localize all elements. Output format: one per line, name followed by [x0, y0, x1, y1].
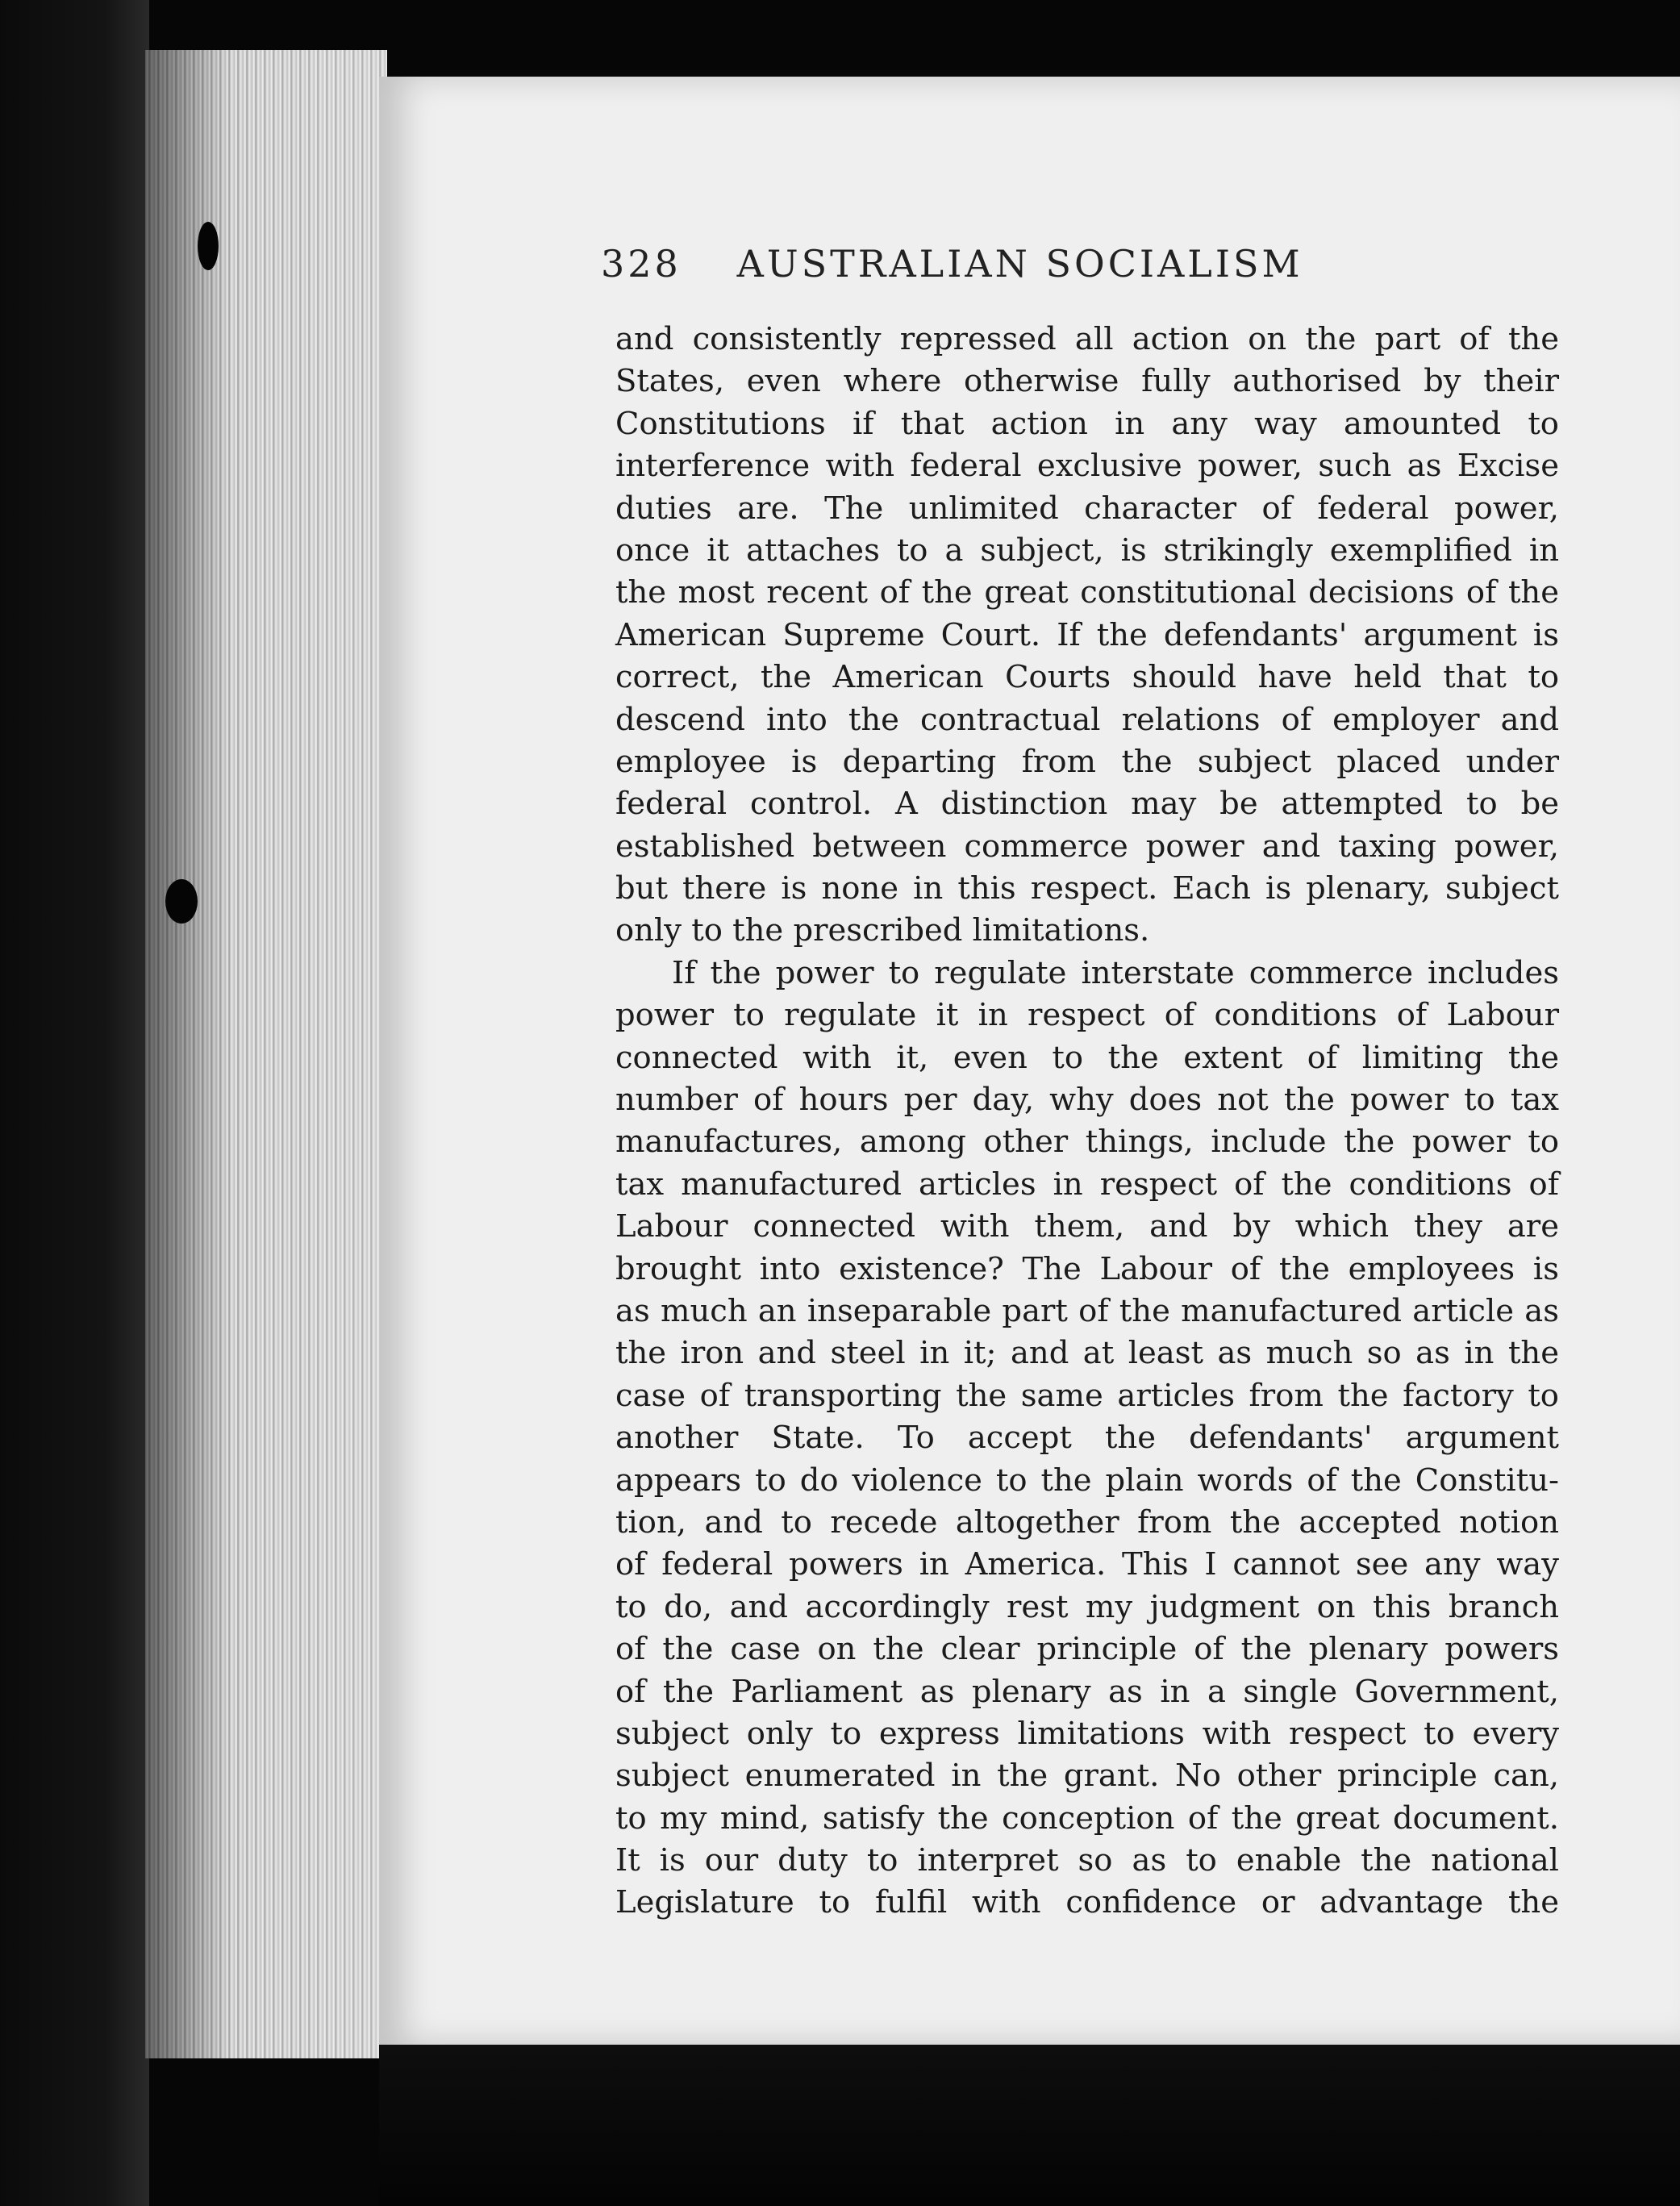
page-number: 328: [601, 242, 682, 286]
text-line: descend into the contractual relations of employer and: [615, 701, 1559, 738]
running-header: [601, 242, 1569, 286]
text-line: connected with it, even to the extent of limiting the: [615, 1039, 1559, 1076]
text-line: subject only to express limitations with respect to every: [615, 1715, 1559, 1752]
text-line: It is our duty to interpret so as to enable the national: [615, 1842, 1559, 1879]
ink-blot: [165, 879, 198, 924]
text-line: another State. To accept the defendants' argument: [615, 1420, 1559, 1457]
text-line: once it attaches to a subject, is strikingly exemplified in: [615, 532, 1559, 569]
text-line: of federal powers in America. This I cannot see any way: [615, 1546, 1559, 1583]
text-line: interference with federal exclusive power, such as Excise: [615, 448, 1559, 485]
body-text: [615, 319, 1559, 1925]
text-line: federal control. A distinction may be attempted to be: [615, 786, 1559, 823]
text-line: and consistently repressed all action on the part of the: [615, 321, 1559, 357]
text-line: to do, and accordingly rest my judgment on this branch: [615, 1588, 1559, 1625]
text-line: Labour connected with them, and by which they are: [615, 1208, 1559, 1245]
text-line: States, even where otherwise fully authorised by their: [615, 363, 1559, 400]
text-line: appears to do violence to the plain words of the Constitu-: [615, 1462, 1559, 1499]
text-line: as much an inseparable part of the manufactured article as: [615, 1292, 1559, 1329]
text-line: manufactures, among other things, include the power to: [615, 1124, 1559, 1161]
running-head-title: AUSTRALIAN SOCIALISM: [736, 242, 1303, 286]
text-line: subject enumerated in the grant. No other principle can,: [615, 1758, 1559, 1795]
text-line: duties are. The unlimited character of federal power,: [615, 490, 1559, 527]
text-line: power to regulate it in respect of conditions of Labour: [615, 997, 1559, 1034]
text-line: tion, and to recede altogether from the accepted notion: [615, 1503, 1559, 1541]
text-line: the iron and steel in it; and at least as much so as in the: [615, 1335, 1559, 1372]
text-line: American Supreme Court. If the defendants' argument is: [615, 616, 1559, 653]
bottom-shadow: [379, 2045, 1680, 2206]
text-line: established between commerce power and taxing power,: [615, 828, 1559, 865]
text-line: employee is departing from the subject placed under: [615, 743, 1559, 780]
text-line: Legislature to fulfil with confidence or advantage the: [615, 1884, 1559, 1921]
text-line: to my mind, satisfy the conception of the great document.: [615, 1799, 1559, 1837]
text-line: of the case on the clear principle of the plenary powers: [615, 1631, 1559, 1668]
page-edges: [145, 50, 387, 2058]
text-line: number of hours per day, why does not the power to tax: [615, 1082, 1559, 1119]
text-line: only to the prescribed limitations.: [615, 912, 1150, 949]
text-line: of the Parliament as plenary as in a single Government,: [615, 1673, 1559, 1710]
ink-blot: [198, 222, 219, 270]
text-line: correct, the American Courts should have held that to: [615, 659, 1559, 696]
text-line: but there is none in this respect. Each is plenary, subject: [615, 870, 1559, 907]
text-line: brought into existence? The Labour of the employees is: [615, 1250, 1559, 1287]
text-line: case of transporting the same articles from the factory to: [615, 1377, 1559, 1414]
text-line: If the power to regulate interstate commerce includes: [672, 954, 1559, 991]
background-shadow: [0, 0, 149, 2206]
text-line: tax manufactured articles in respect of the conditions of: [615, 1166, 1559, 1203]
text-line: the most recent of the great constitutional decisions of the: [615, 574, 1559, 611]
text-line: Constitutions if that action in any way amounted to: [615, 405, 1559, 442]
